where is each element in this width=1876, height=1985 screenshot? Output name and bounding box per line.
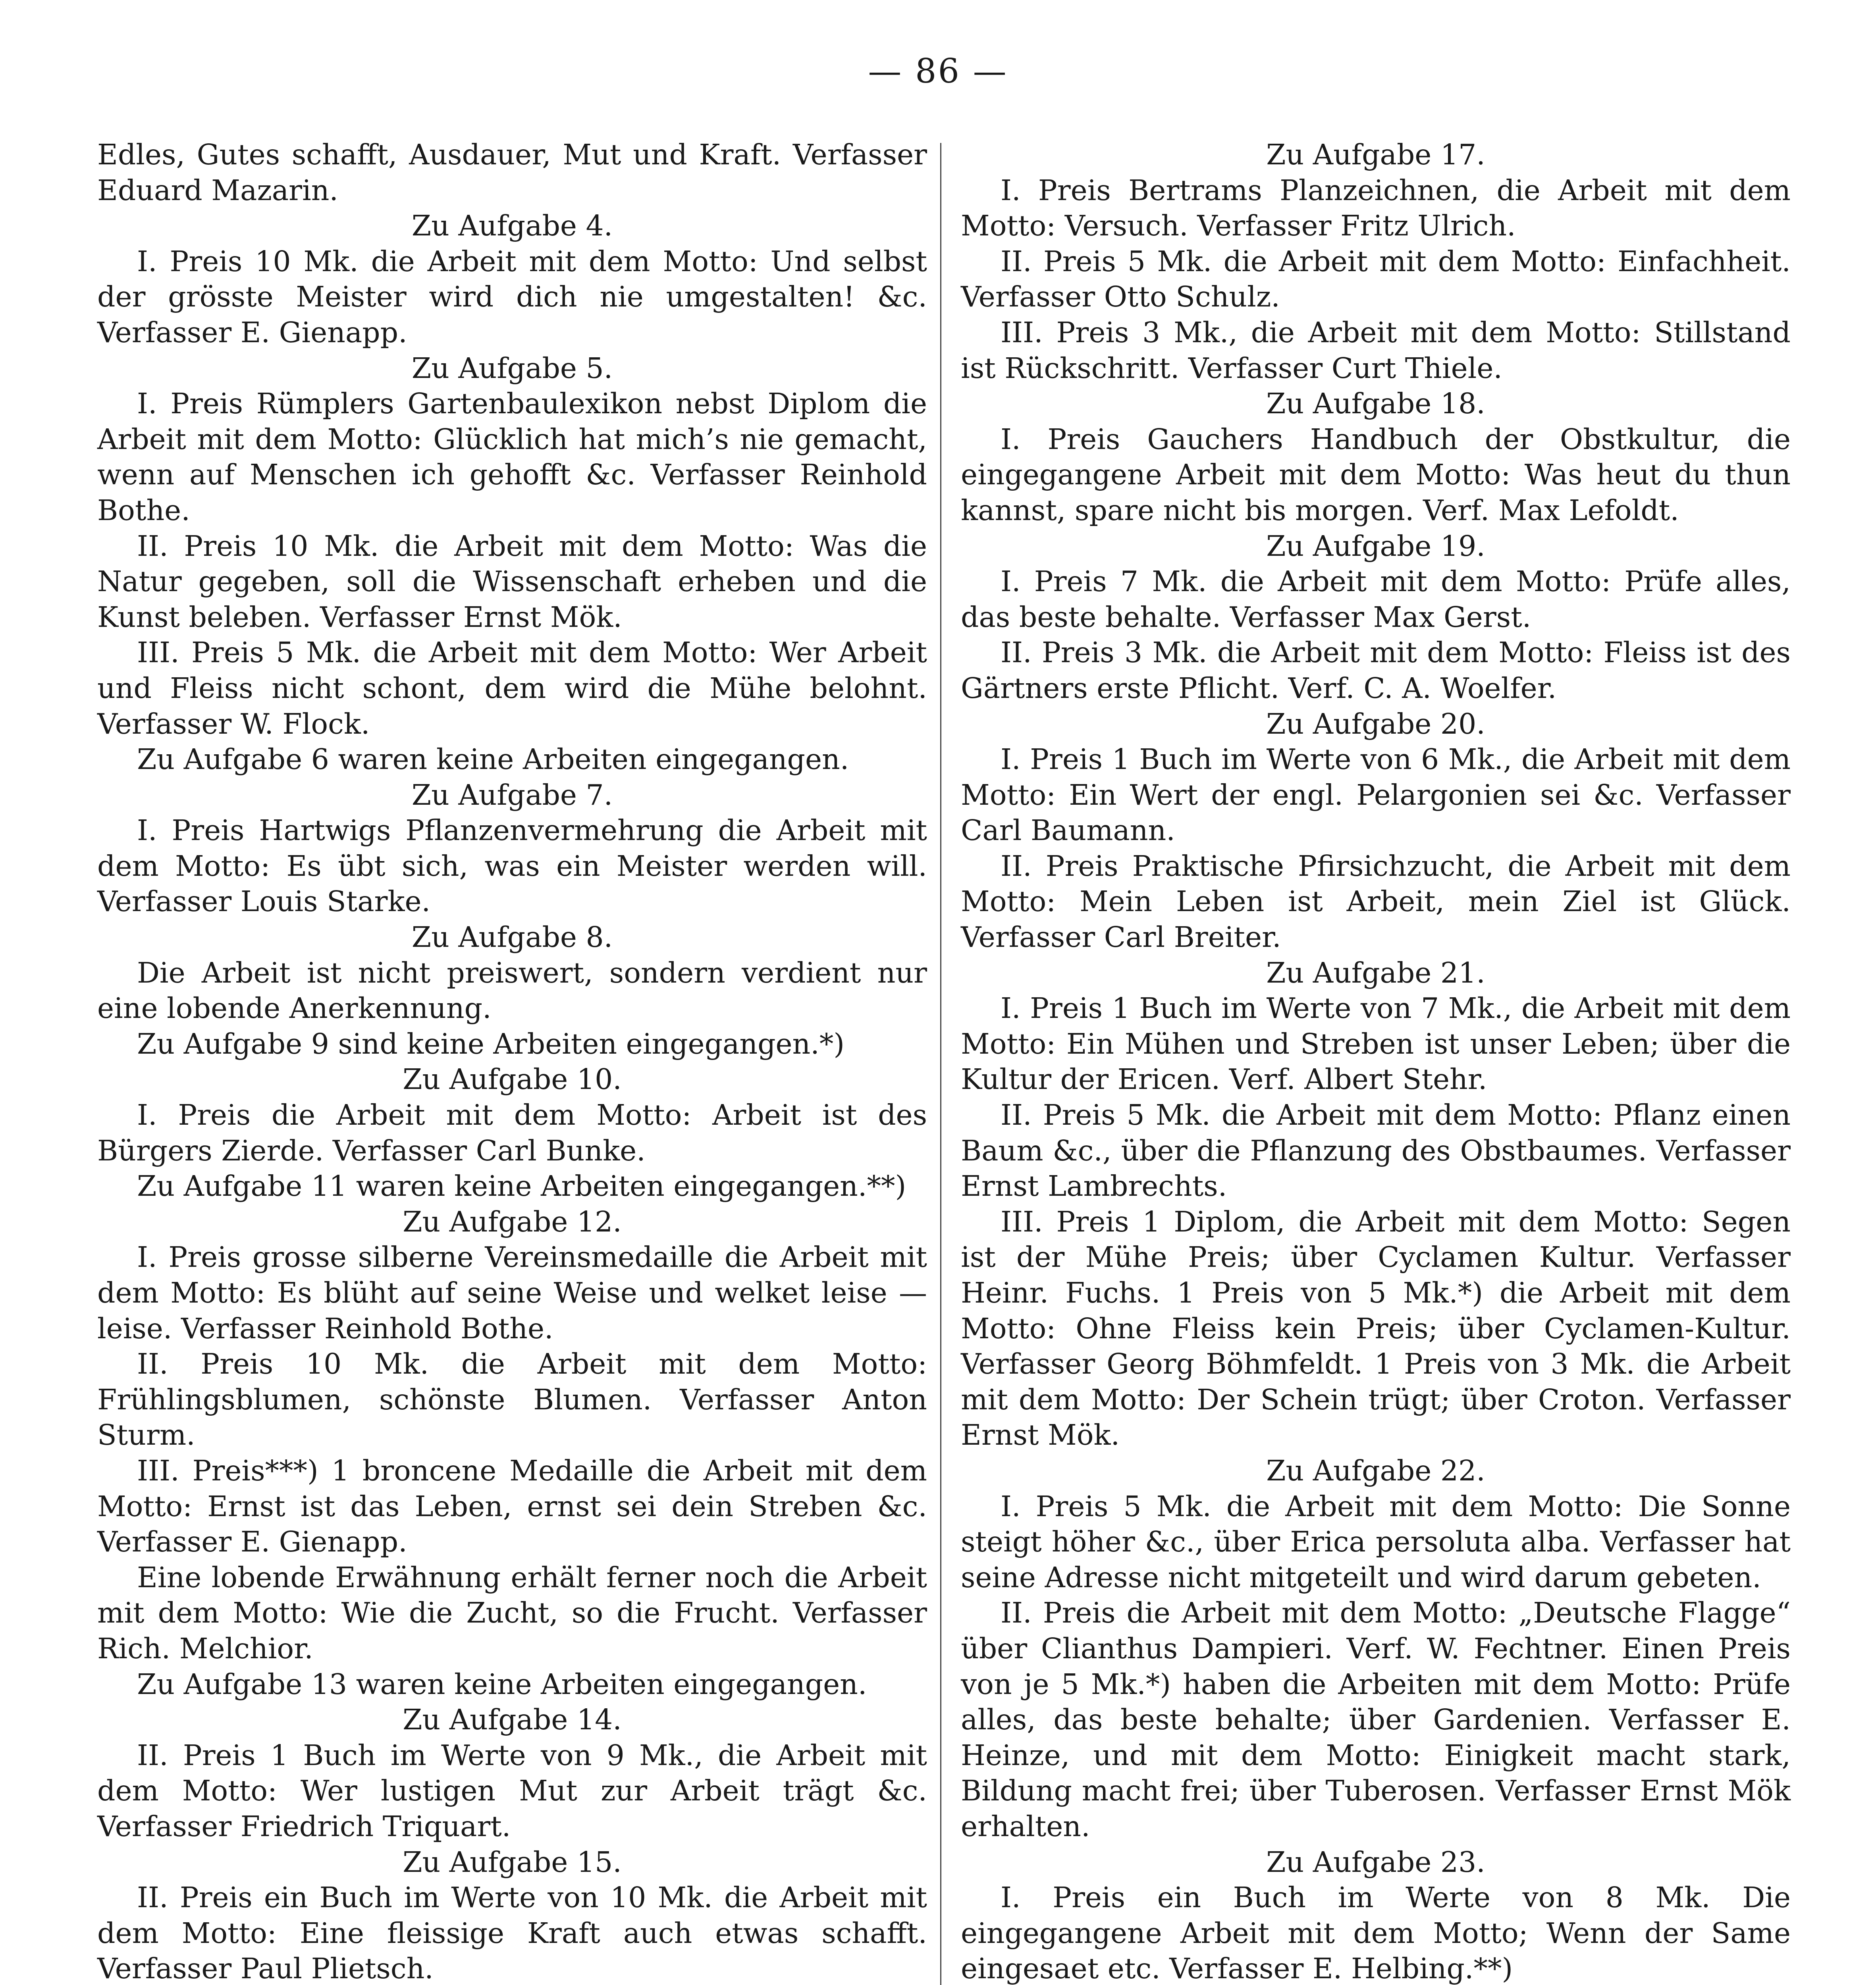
paragraph: Zu Aufgabe 13 waren keine Arbeiten eingegangen. — [137, 1667, 867, 1701]
paragraph: I. Preis die Arbeit mit dem Motto: Arbeit ist des Bürgers Zierde. Verfasser Carl Bunke. — [97, 1098, 927, 1167]
paragraph: III. Preis 1 Diplom, die Arbeit mit dem Motto: Segen ist der Mühe Preis; über Cyclamen Kultur. Verfasser Heinr. Fuchs. 1 Preis von 5 Mk.*) die Arbeit mit dem Motto: Ohne Fleiss kein Preis; über Cyclamen-Kultur. Verfasser Georg Böhmfeldt. 1 Preis von 3 Mk. die Arbeit mit dem Motto: Der Schein trügt; über Croton. Verfasser Ernst Mök. — [961, 1205, 1791, 1452]
paragraph: I. Preis 7 Mk. die Arbeit mit dem Motto: Prüfe alles, das beste behalte. Verfasser Max Gerst. — [961, 565, 1791, 634]
paragraph: I. Preis Hartwigs Pflanzenvermehrung die Arbeit mit dem Motto: Es übt sich, was ein Meister werden will. Verfasser Louis Starke. — [97, 814, 927, 918]
paragraph: II. Preis 3 Mk. die Arbeit mit dem Motto: Fleiss ist des Gärtners erste Pflicht. Verf. C. A. Woelfer. — [961, 636, 1791, 705]
paragraph: Zu Aufgabe 6 waren keine Arbeiten eingegangen. — [137, 743, 849, 776]
paragraph: Edles, Gutes schafft, Ausdauer, Mut und Kraft. Verfasser Eduard Mazarin. — [97, 138, 927, 207]
section-heading: Zu Aufgabe 23. — [1266, 1845, 1485, 1879]
paragraph: Zu Aufgabe 11 waren keine Arbeiten eingegangen.**) — [137, 1170, 906, 1203]
section-heading: Zu Aufgabe 4. — [411, 209, 613, 243]
paragraph: II. Preis Praktische Pfirsichzucht, die Arbeit mit dem Motto: Mein Leben ist Arbeit, mein Ziel ist Glück. Verfasser Carl Breiter. — [961, 849, 1791, 954]
section-heading: Zu Aufgabe 8. — [411, 921, 613, 954]
section-heading: Zu Aufgabe 14. — [403, 1703, 622, 1736]
paragraph: I. Preis Bertrams Planzeichnen, die Arbeit mit dem Motto: Versuch. Verfasser Fritz Ulrich. — [961, 173, 1791, 243]
paragraph: I. Preis Gauchers Handbuch der Obstkultur, die eingegangene Arbeit mit dem Motto: Was heut du thun kannst, spare nicht bis morgen. Verf. Max Lefoldt. — [961, 422, 1791, 527]
section-heading: Zu Aufgabe 15. — [403, 1845, 622, 1879]
section-heading: Zu Aufgabe 19. — [1266, 529, 1485, 563]
paragraph: I. Preis 1 Buch im Werte von 7 Mk., die Arbeit mit dem Motto: Ein Mühen und Streben ist unser Leben; über die Kultur der Ericen. Verf. Albert Stehr. — [961, 992, 1791, 1096]
paragraph: II. Preis die Arbeit mit dem Motto: „Deutsche Flagge“ über Clianthus Dampieri. Verf. W. Fechtner. Einen Preis von je 5 Mk.*) haben die Arbeiten mit dem Motto: Prüfe alles, das beste behalte; über Gardenien. Verfasser E. Heinze, und mit dem Motto: Einigkeit macht stark, Bildung macht frei; über Tuberosen. Verfasser Ernst Mök erhalten. — [961, 1596, 1791, 1843]
left-column — [97, 137, 927, 1985]
paragraph: Zu Aufgabe 9 sind keine Arbeiten eingegangen.*) — [137, 1027, 845, 1060]
paragraph: Die Arbeit ist nicht preiswert, sondern verdient nur eine lobende Anerkennung. — [97, 956, 927, 1025]
section-heading: Zu Aufgabe 22. — [1266, 1454, 1485, 1487]
paragraph: II. Preis 10 Mk. die Arbeit mit dem Motto: Frühlingsblumen, schönste Blumen. Verfasser Anton Sturm. — [97, 1347, 927, 1452]
page-number: — 86 — — [868, 52, 1008, 91]
paragraph: II. Preis ein Buch im Werte von 10 Mk. die Arbeit mit dem Motto: Eine fleissige Kraft auch etwas schafft. Verfasser Paul Plietsch. — [97, 1881, 927, 1985]
paragraph: II. Preis 10 Mk. die Arbeit mit dem Motto: Was die Natur gegeben, soll die Wissenschaft erheben und die Kunst beleben. Verfasser Ernst Mök. — [97, 529, 927, 634]
section-heading: Zu Aufgabe 12. — [403, 1205, 622, 1238]
section-heading: Zu Aufgabe 7. — [411, 778, 613, 811]
section-heading: Zu Aufgabe 20. — [1266, 707, 1485, 740]
paragraph: III. Preis 3 Mk., die Arbeit mit dem Motto: Stillstand ist Rückschritt. Verfasser Curt Thiele. — [961, 316, 1791, 385]
paragraph: II. Preis 5 Mk. die Arbeit mit dem Motto: Einfachheit. Verfasser Otto Schulz. — [961, 245, 1791, 314]
paragraph: I. Preis 5 Mk. die Arbeit mit dem Motto: Die Sonne steigt höher &c., über Erica persoluta alba. Verfasser hat seine Adresse nicht mitgeteilt und wird darum gebeten. — [961, 1490, 1791, 1594]
section-heading: Zu Aufgabe 10. — [403, 1063, 622, 1096]
section-heading: Zu Aufgabe 5. — [411, 351, 613, 385]
paragraph: I. Preis 1 Buch im Werte von 6 Mk., die Arbeit mit dem Motto: Ein Wert der engl. Pelargonien sei &c. Verfasser Carl Baumann. — [961, 743, 1791, 847]
paragraph: II. Preis 5 Mk. die Arbeit mit dem Motto: Pflanz einen Baum &c., über die Pflanzung des Obstbaumes. Verfasser Ernst Lambrechts. — [961, 1098, 1791, 1203]
column-divider — [940, 143, 941, 1985]
paragraph: III. Preis 5 Mk. die Arbeit mit dem Motto: Wer Arbeit und Fleiss nicht schont, dem wird die Mühe belohnt. Verfasser W. Flock. — [97, 636, 927, 740]
paragraph: I. Preis Rümplers Gartenbaulexikon nebst Diplom die Arbeit mit dem Motto: Glücklich hat mich’s nie gemacht, wenn auf Menschen ich gehofft &c. Verfasser Reinhold Bothe. — [97, 387, 927, 527]
paragraph: Eine lobende Erwähnung erhält ferner noch die Arbeit mit dem Motto: Wie die Zucht, so die Frucht. Verfasser Rich. Melchior. — [97, 1561, 927, 1665]
paragraph: I. Preis 10 Mk. die Arbeit mit dem Motto: Und selbst der grösste Meister wird dich nie umgestalten! &c. Verfasser E. Gienapp. — [97, 245, 927, 349]
paragraph: I. Preis grosse silberne Vereinsmedaille die Arbeit mit dem Motto: Es blüht auf seine Weise und welket leise — leise. Verfasser Reinhold Bothe. — [97, 1241, 927, 1345]
section-heading: Zu Aufgabe 18. — [1266, 387, 1485, 420]
section-heading: Zu Aufgabe 21. — [1266, 956, 1485, 989]
paragraph: I. Preis ein Buch im Werte von 8 Mk. Die eingegangene Arbeit mit dem Motto; Wenn der Same eingesaet etc. Verfasser E. Helbing.**) — [961, 1881, 1791, 1985]
paragraph: II. Preis 1 Buch im Werte von 9 Mk., die Arbeit mit dem Motto: Wer lustigen Mut zur Arbeit trägt &c. Verfasser Friedrich Triquart. — [97, 1738, 927, 1843]
paragraph: III. Preis***) 1 broncene Medaille die Arbeit mit dem Motto: Ernst ist das Leben, ernst sei dein Streben &c. Verfasser E. Gienapp. — [97, 1454, 927, 1559]
right-column — [961, 137, 1791, 1985]
section-heading: Zu Aufgabe 17. — [1266, 138, 1485, 171]
